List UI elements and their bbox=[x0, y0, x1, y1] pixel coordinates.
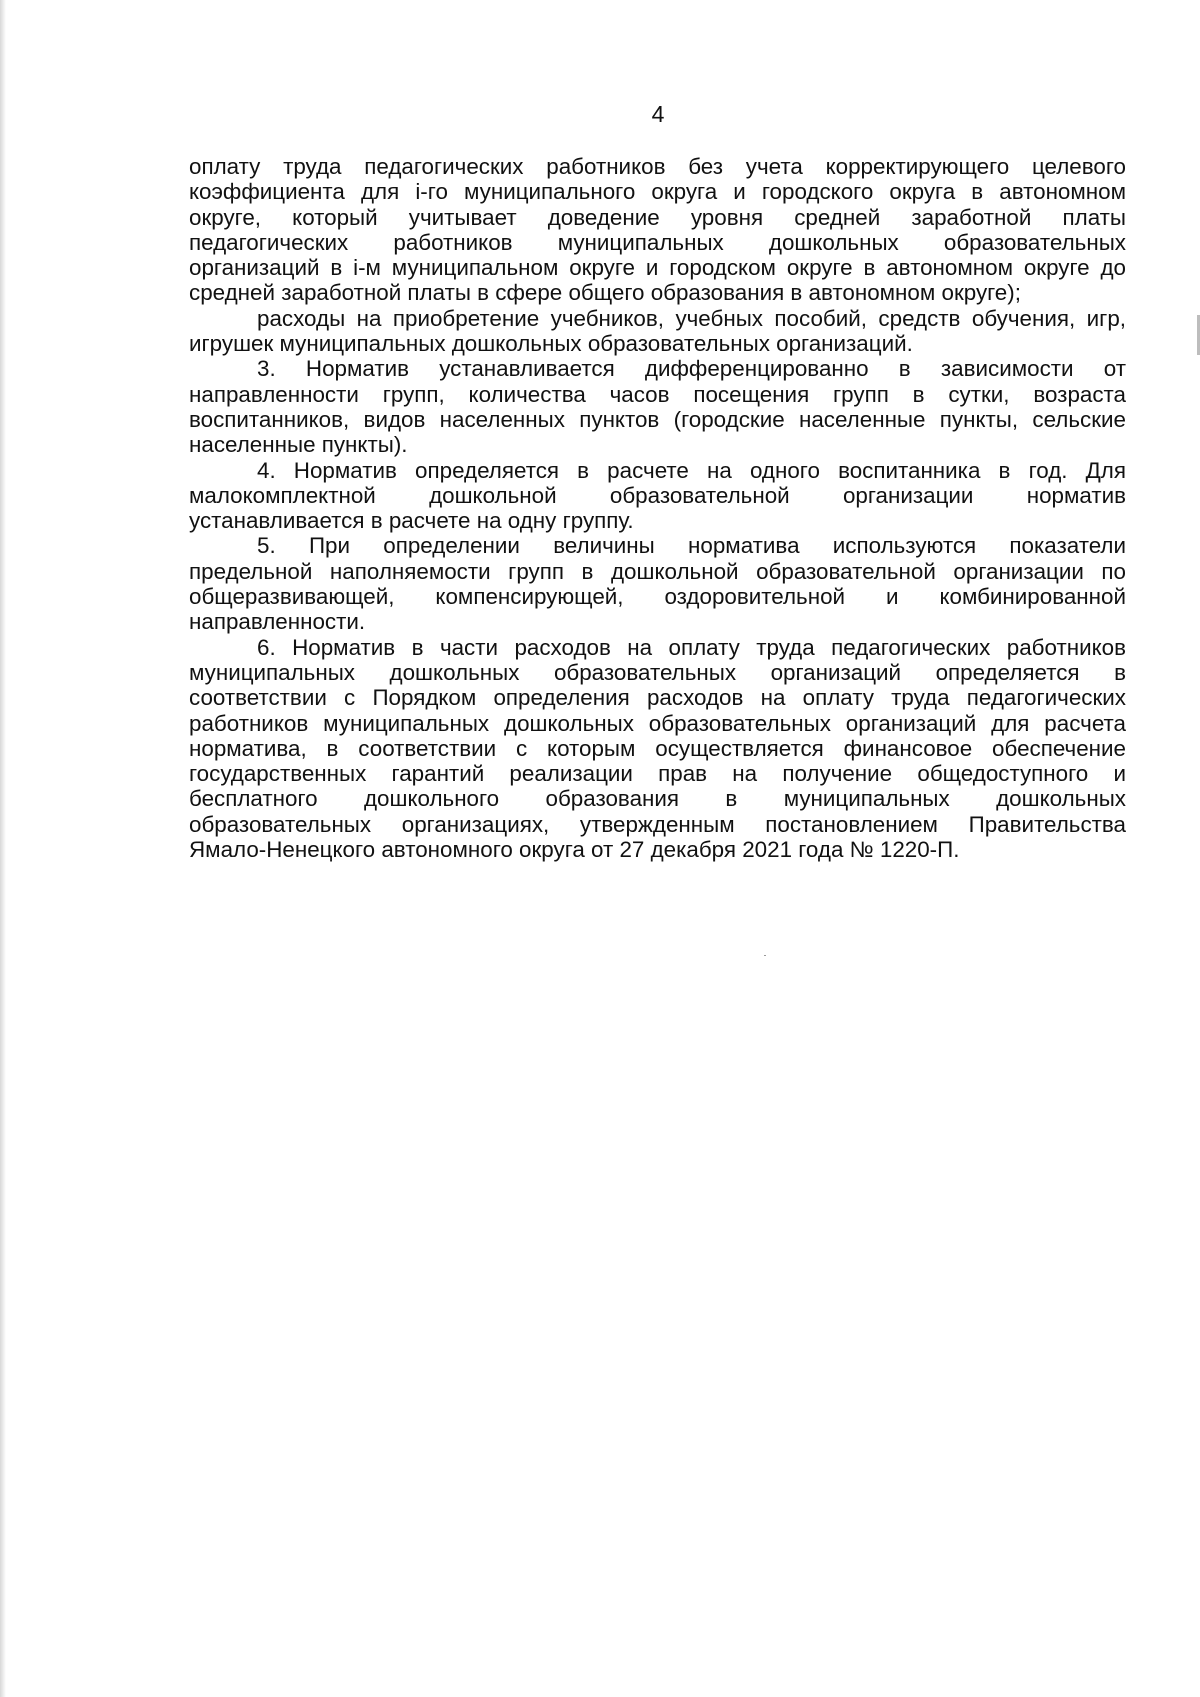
text-line: 3. Норматив устанавливается дифференцированно в зависимости от bbox=[257, 356, 1126, 382]
scan-speck bbox=[764, 955, 766, 956]
text-line: округе, который учитывает доведение уровня средней заработной платы bbox=[189, 204, 1126, 230]
text-line: общеразвивающей, компенсирующей, оздоровительной и комбинированной bbox=[189, 584, 1126, 610]
paragraph-5 bbox=[189, 533, 1126, 634]
text-line: воспитанников, видов населенных пунктов (городские населенные пункты, сельские bbox=[189, 406, 1126, 432]
text-line: педагогических работников муниципальных дошкольных образовательных bbox=[189, 229, 1126, 255]
text-line: устанавливается в расчете на одну группу. bbox=[189, 508, 634, 534]
text-line: организаций в i-м муниципальном округе и городском округе в автономном округе до bbox=[189, 255, 1126, 281]
paragraph-4 bbox=[189, 458, 1126, 534]
text-line: бесплатного дошкольного образования в муниципальных дошкольных bbox=[189, 786, 1126, 812]
text-line: направленности. bbox=[189, 609, 366, 635]
text-line: государственных гарантий реализации прав на получение общедоступного и bbox=[189, 761, 1126, 787]
text-line: 4. Норматив определяется в расчете на одного воспитанника в год. Для bbox=[257, 457, 1126, 483]
text-line: средней заработной платы в сфере общего образования в автономном округе); bbox=[189, 280, 1021, 306]
text-line: 5. При определении величины норматива используются показатели bbox=[257, 533, 1126, 559]
paragraph-3 bbox=[189, 356, 1126, 457]
text-line: игрушек муниципальных дошкольных образовательных организаций. bbox=[189, 331, 913, 357]
text-line: малокомплектной дошкольной образовательной организации норматив bbox=[189, 482, 1126, 508]
text-line: работников муниципальных дошкольных образовательных организаций для расчета bbox=[189, 710, 1126, 736]
text-line: коэффициента для i-го муниципального округа и городского округа в автономном bbox=[189, 179, 1126, 205]
text-line: населенные пункты). bbox=[189, 432, 408, 458]
paragraph-2 bbox=[189, 306, 1126, 357]
text-line: оплату труда педагогических работников без учета корректирующего целевого bbox=[189, 154, 1126, 179]
text-line: предельной наполняемости групп в дошкольной образовательной организации по bbox=[189, 558, 1126, 584]
text-line: соответствии с Порядком определения расходов на оплату труда педагогических bbox=[189, 685, 1126, 711]
text-line: 6. Норматив в части расходов на оплату труда педагогических работников bbox=[257, 634, 1126, 660]
text-line: направленности групп, количества часов посещения групп в сутки, возраста bbox=[189, 381, 1126, 407]
paragraph-1 bbox=[189, 154, 1126, 306]
text-line: расходы на приобретение учебников, учебных пособий, средств обучения, игр, bbox=[257, 305, 1126, 331]
paragraph-6 bbox=[189, 635, 1126, 863]
text-line: норматива, в соответствии с которым осуществляется финансовое обеспечение bbox=[189, 735, 1126, 761]
text-line: Ямало-Ненецкого автономного округа от 27 декабря 2021 года № 1220-П. bbox=[189, 837, 960, 863]
page-number: 4 bbox=[651, 101, 665, 127]
text-line: образовательных организациях, утвержденным постановлением Правительства bbox=[189, 811, 1126, 837]
document-body bbox=[189, 154, 1126, 862]
text-line: муниципальных дошкольных образовательных организаций определяется в bbox=[189, 659, 1126, 685]
scan-left-edge bbox=[0, 0, 6, 1697]
